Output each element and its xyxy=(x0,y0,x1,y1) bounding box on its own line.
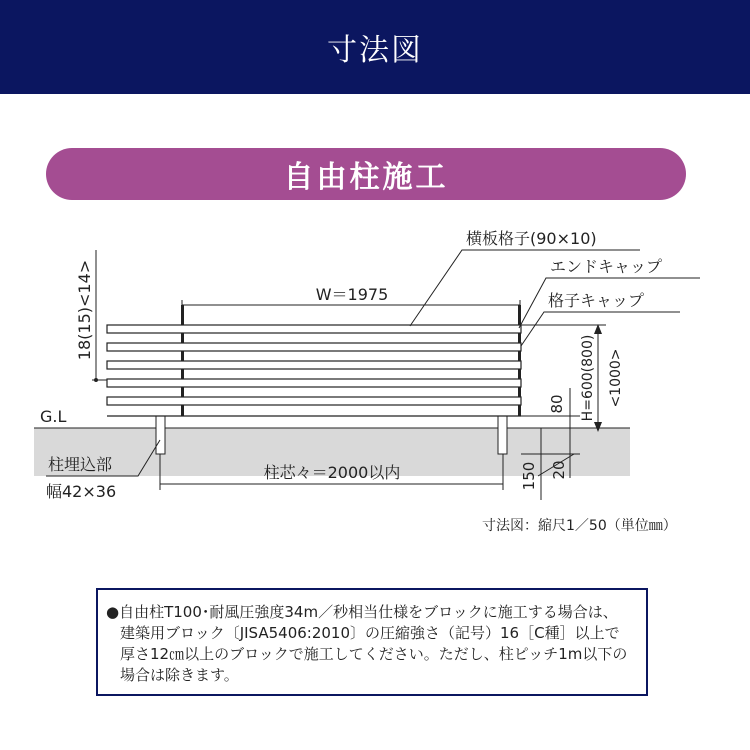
right-post-embed xyxy=(498,416,507,454)
embed-label-1: 柱埋込部 xyxy=(48,455,113,474)
gl-label: G.L xyxy=(40,407,67,426)
board-1 xyxy=(107,325,521,333)
board-3 xyxy=(107,361,521,369)
dim-150-label: 150 xyxy=(520,461,538,491)
height-alt-label: <1000> xyxy=(608,348,624,408)
pitch-label: 柱芯々＝2000以内 xyxy=(263,463,401,482)
board-label: 横板格子(90×10) xyxy=(466,229,597,248)
end-cap-label: エンドキャップ xyxy=(550,257,663,276)
section-title: 自由柱施工 xyxy=(283,160,449,195)
left-dim-label: 18(15)<14> xyxy=(75,259,94,361)
lattice-cap-label: 格子キャップ xyxy=(548,291,645,310)
left-post-embed xyxy=(156,416,165,454)
left-dim-dot xyxy=(94,378,98,382)
notice-text: 自由柱T100･耐風圧強度34m／秒相当仕様をブロックに施工する場合は、建築用ブロック〔JISA5406:2010〕の圧縮強さ（記号）16［C種］以上で厚さ12㎝以上のブロックで施工してください。ただし、柱ピッチ1m以下の場合は除きます。 xyxy=(119,603,628,684)
embed-label-2: 幅42×36 xyxy=(46,482,117,501)
board-5 xyxy=(107,397,521,405)
notice-text-block xyxy=(106,602,632,686)
scale-note: 寸法図：縮尺1／50（単位㎜） xyxy=(482,518,677,534)
board-4 xyxy=(107,379,521,387)
width-label: W＝1975 xyxy=(315,285,389,304)
construction-notice xyxy=(96,588,648,696)
bottom-gap-label: 80 xyxy=(548,394,566,414)
page-title: 寸法図 xyxy=(327,33,423,68)
height-label: H=600(800) xyxy=(580,334,596,422)
lattice-boards xyxy=(107,325,521,416)
board-2 xyxy=(107,343,521,351)
notice-bullet: ● xyxy=(106,603,120,621)
lattice-cap-leader xyxy=(521,312,680,346)
dim-20-label: 20 xyxy=(550,460,568,480)
